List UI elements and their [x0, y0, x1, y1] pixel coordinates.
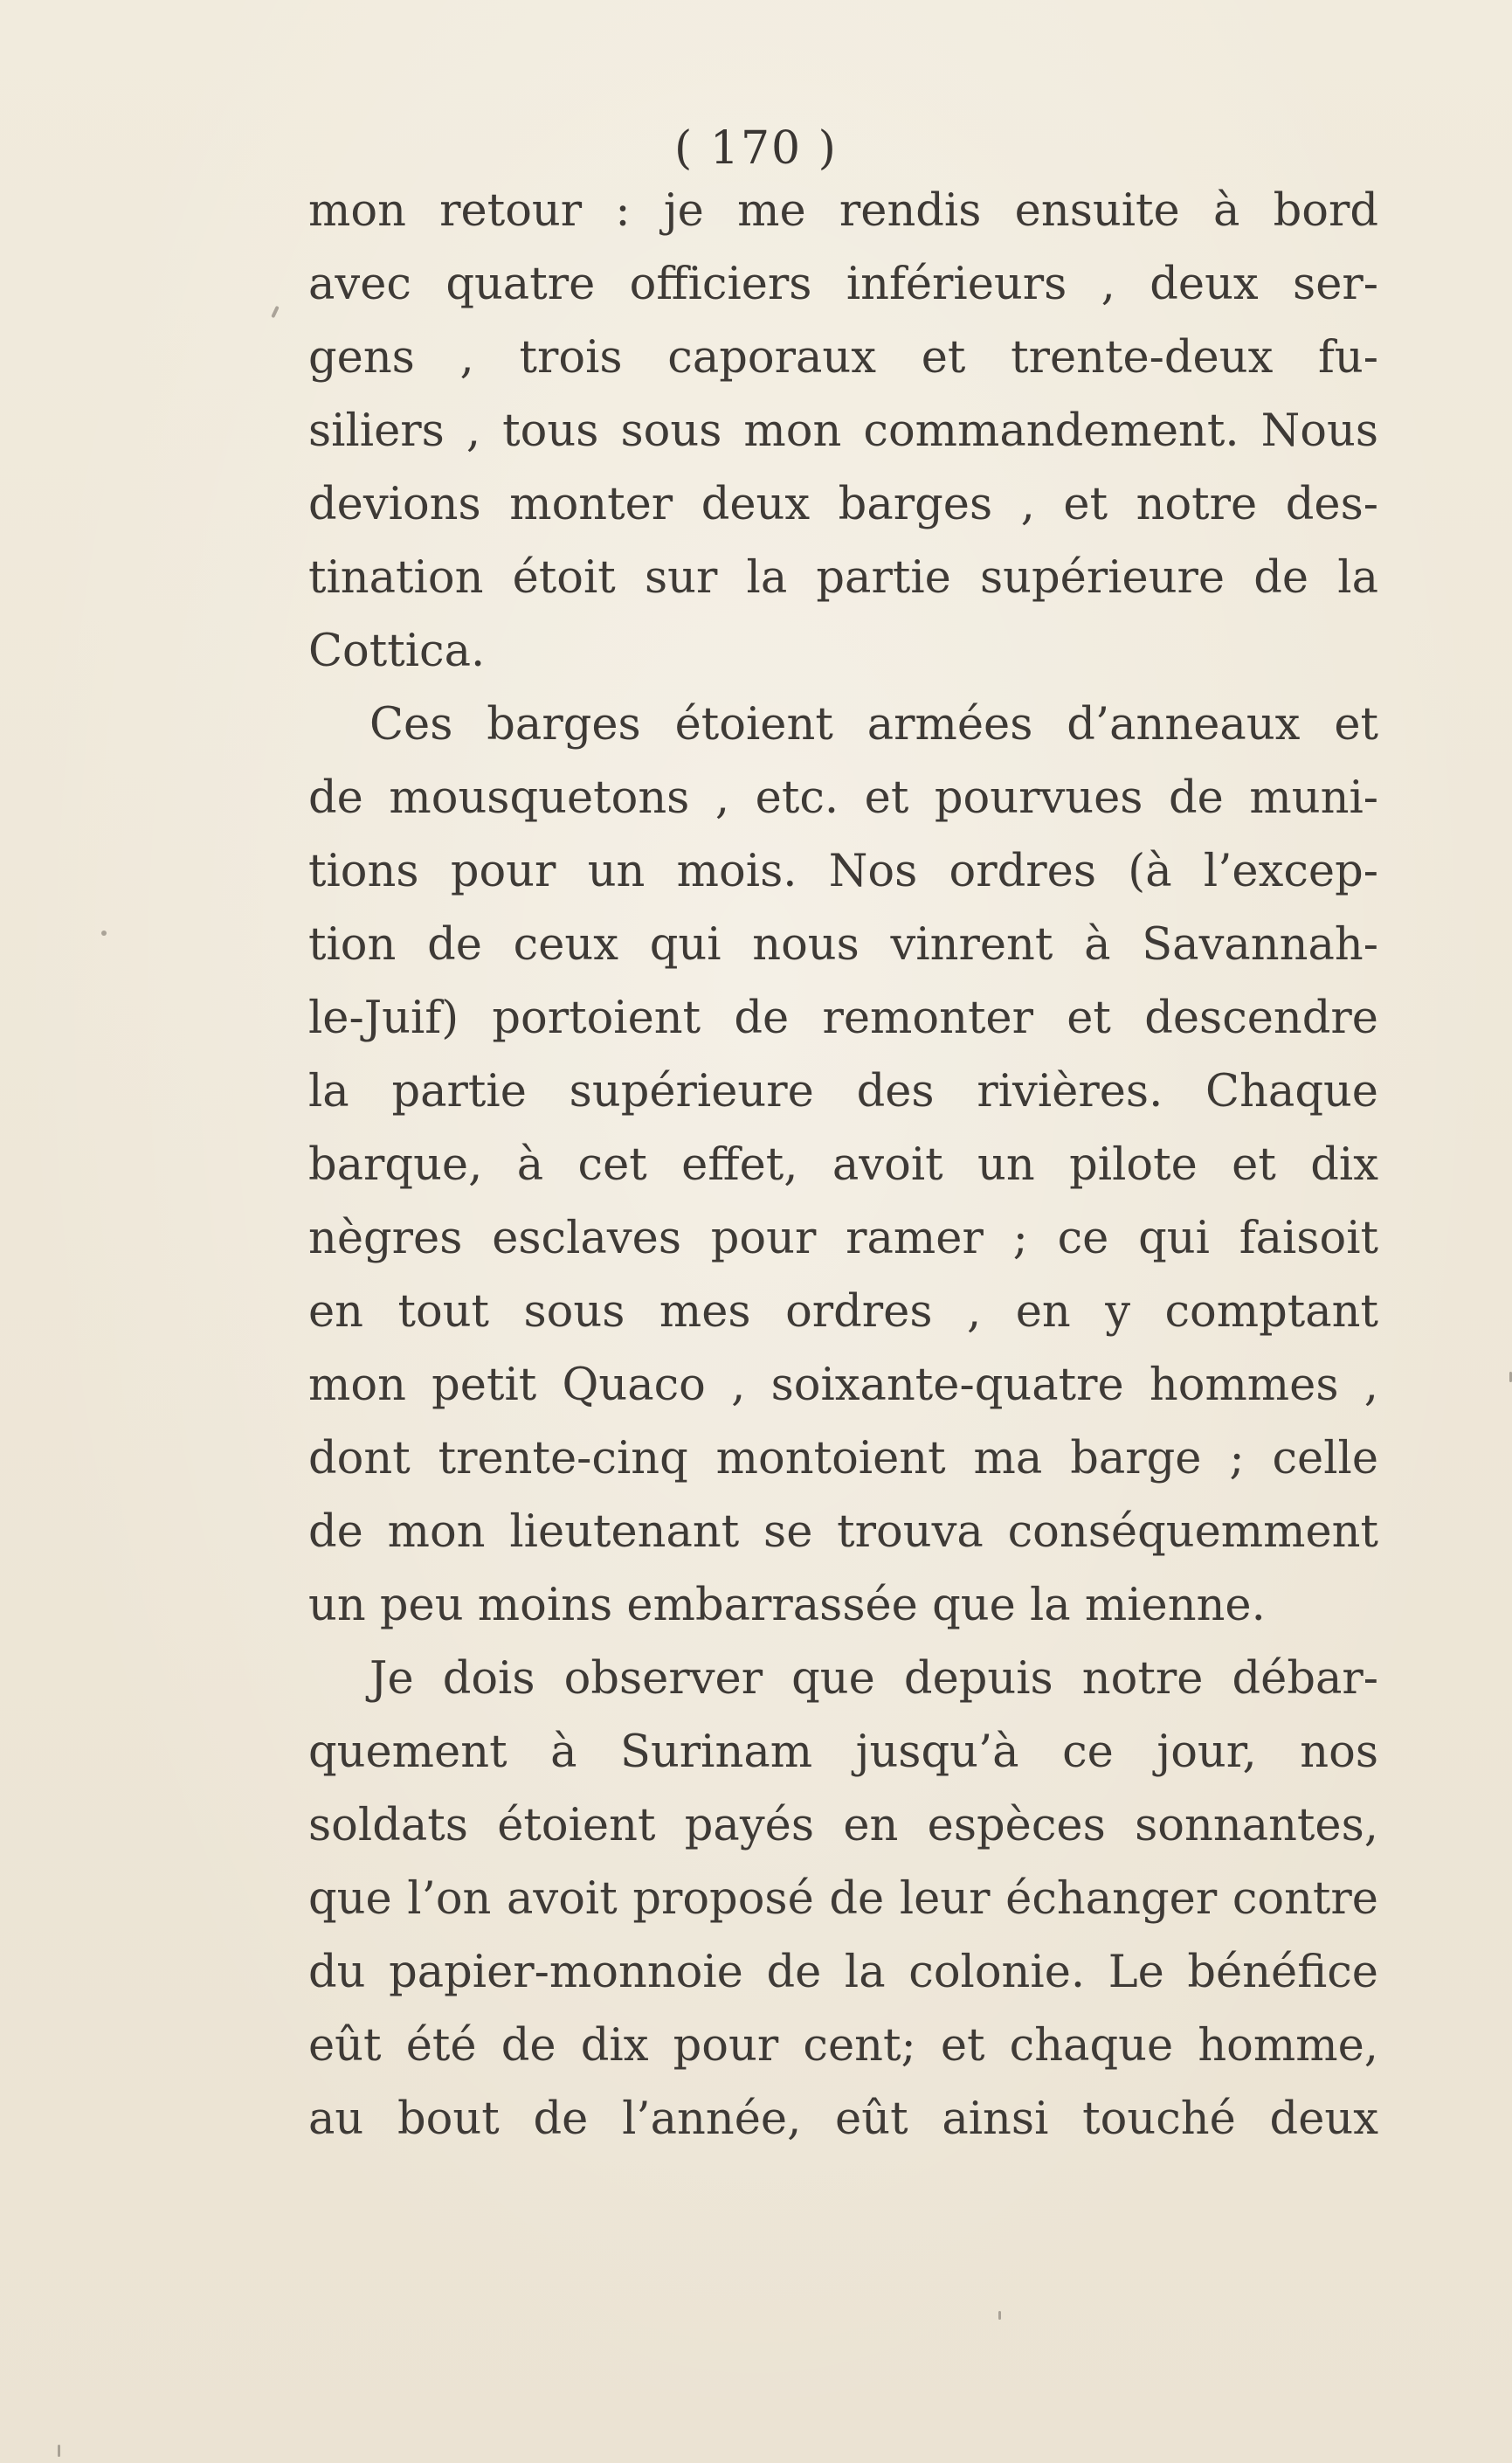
text-line: en tout sous mes ordres , en y comptant — [308, 1286, 1378, 1338]
text-line: de mousquetons , etc. et pourvues de muni- — [308, 772, 1378, 824]
paper-speck — [998, 2311, 1001, 2320]
text-line: avec quatre officiers inférieurs , deux ser- — [308, 259, 1378, 310]
text-line: quement à Surinam jusqu’à ce jour, nos — [308, 1726, 1378, 1778]
text-line: au bout de l’année, eût ainsi touché deux — [308, 2093, 1378, 2145]
paper-speck — [58, 2445, 60, 2457]
text-line: mon retour : je me rendis ensuite à bord — [308, 185, 1378, 237]
text-line: siliers , tous sous mon commandement. Nous — [308, 405, 1378, 457]
paper-speck — [101, 931, 107, 936]
body-text — [308, 175, 1378, 2156]
text-line: de mon lieutenant se trouva conséquemment — [308, 1506, 1378, 1558]
text-line: du papier-monnoie de la colonie. Le bénéfice — [308, 1947, 1378, 1998]
text-line: Ces barges étoient armées d’anneaux et — [369, 699, 1378, 751]
text-line: eût été de dix pour cent; et chaque homme, — [308, 2020, 1378, 2072]
text-line: nègres esclaves pour ramer ; ce qui faisoit — [308, 1213, 1378, 1264]
text-line: Je dois observer que depuis notre débar- — [369, 1653, 1378, 1705]
text-line: soldats étoient payés en espèces sonnantes, — [308, 1800, 1378, 1851]
page-number: ( 170 ) — [674, 122, 838, 175]
text-line: la partie supérieure des rivières. Chaque — [308, 1066, 1378, 1117]
text-line: tions pour un mois. Nos ordres (à l’excep- — [308, 846, 1378, 897]
text-line: mon petit Quaco , soixante-quatre hommes , — [308, 1359, 1378, 1411]
paper-speck — [271, 306, 280, 318]
text-line: devions monter deux barges , et notre des- — [308, 479, 1378, 530]
text-line: gens , trois caporaux et trente-deux fu- — [308, 332, 1378, 384]
text-line: barque, à cet effet, avoit un pilote et dix — [308, 1139, 1378, 1191]
text-line: tion de ceux qui nous vinrent à Savannah- — [308, 919, 1378, 971]
text-line: dont trente-cinq montoient ma barge ; celle — [308, 1433, 1378, 1484]
text-line: que l’on avoit proposé de leur échanger contre — [308, 1873, 1378, 1925]
text-line: tination étoit sur la partie supérieure de la — [308, 552, 1378, 604]
text-line: un peu moins embarrassée que la mienne. — [308, 1580, 1266, 1631]
text-line: le-Juif) portoient de remonter et descendre — [308, 993, 1378, 1044]
text-line: Cottica. — [308, 626, 486, 677]
